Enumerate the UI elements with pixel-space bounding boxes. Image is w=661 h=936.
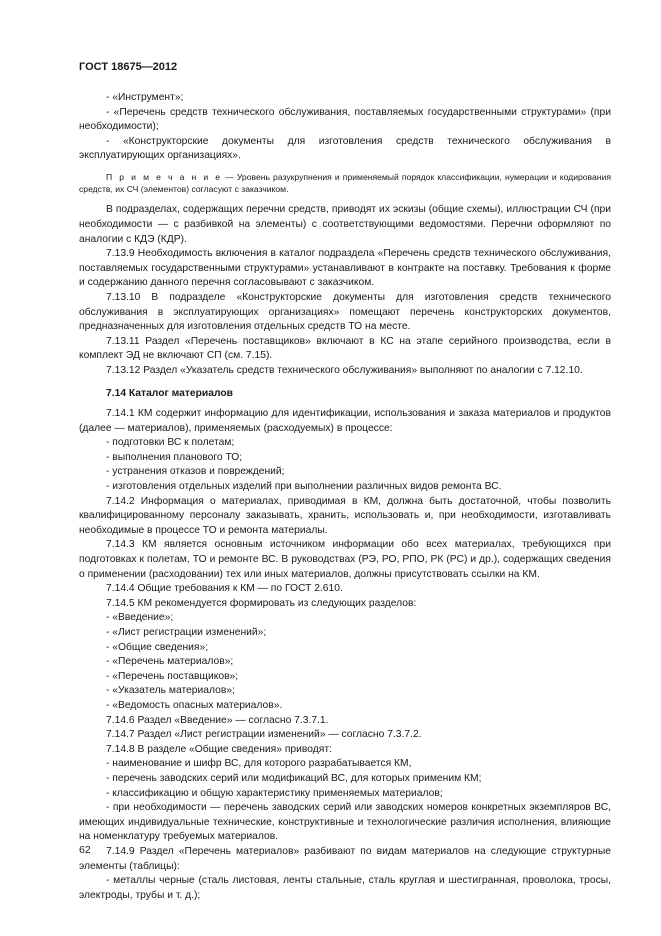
paragraph-7-14-7: 7.14.7 Раздел «Лист регистрации изменений» — согласно 7.3.7.2.	[106, 729, 422, 741]
paragraph-7-14-3: 7.14.3 КМ является основным источником информации обо всех материалах, требующихся при подготовках к полетам, ТО и ремонте ВС. В руководствах (РЭ, РО, РПО, РК (РС) и др.), содержащих сведения о применении (расходовании) тех или иных материалов, должны присутствовать ссылки на КМ.	[79, 539, 611, 580]
note-text: — Уровень разукрупнения и применяемый порядок классификации, нумерации и кодирования средств, их СЧ (элементов) согласуют с заказчиком.	[79, 171, 612, 195]
paragraph-7-14-2: 7.14.2 Информация о материалах, приводимая в КМ, должна быть достаточной, чтобы позволить квалифицированному персоналу заказывать, хранить, использовать и, при необходимости, изготавливать необходимые в процессе ТО и ремонта материалы.	[79, 495, 611, 536]
list-item: - «Указатель материалов»;	[106, 685, 235, 697]
list-item: - устранения отказов и повреждений;	[106, 466, 285, 478]
note-label: П р и м е ч а н и е	[106, 171, 223, 182]
list-item: - металлы черные (сталь листовая, ленты стальные, сталь круглая и шестигранная, проволока, тросы, электроды, трубы и т. д.);	[79, 875, 611, 901]
list-item: - «Ведомость опасных материалов».	[106, 699, 283, 711]
list-item: - при необходимости — перечень заводских серий или заводских номеров конкретных экземпляров ВС, имеющих индивидуальные технические, конструктивные и технологические различия исполнения, влияющие на номенклатуру требуемых материалов.	[79, 802, 611, 843]
list-item: - перечень заводских серий или модификаций ВС, для которых применим КМ;	[106, 772, 482, 784]
paragraph-7-14-6: 7.14.6 Раздел «Введение» — согласно 7.3.7.1.	[106, 714, 329, 726]
list-item: - наименование и шифр ВС, для которого разрабатывается КМ,	[106, 758, 412, 770]
list-item: - «Общие сведения»;	[106, 641, 209, 653]
list-item: - выполнения планового ТО;	[106, 451, 243, 463]
document-body	[79, 91, 611, 903]
paragraph-7-13-10: 7.13.10 В подразделе «Конструкторские документы для изготовления средств технического обслуживания в эксплуатирующих организациях» помещают перечень конструкторских документов, предназначенных для изготовления отдельных средств ТО на месте.	[79, 291, 611, 333]
list-item: - «Инструмент»;	[106, 92, 184, 103]
note	[79, 171, 611, 195]
list-item: - классификацию и общую характеристику применяемых материалов;	[106, 787, 443, 799]
paragraph-7-14-5: 7.14.5 КМ рекомендуется формировать из следующих разделов:	[106, 597, 417, 609]
paragraph-7-13-9: 7.13.9 Необходимость включения в каталог подраздела «Перечень средств технического обслуживания, поставляемых государственными структурами» устанавливают в контракте на поставку. Требования к форме и содержанию данного перечня согласовывают с заказчиком.	[79, 248, 611, 289]
list-item: - «Конструкторские документы для изготовления средств технического обслуживания в эксплуатирующих организациях».	[79, 135, 611, 162]
paragraph-7-14-4: 7.14.4 Общие требования к КМ — по ГОСТ 2.610.	[106, 583, 343, 595]
section-title: 7.14 Каталог материалов	[106, 387, 234, 399]
list-item: - «Перечень средств технического обслуживания, поставляемых государственными структурами» (при необходимости);	[79, 106, 611, 133]
list-item: - «Перечень материалов»;	[106, 656, 234, 668]
paragraph-7-14-9: 7.14.9 Раздел «Перечень материалов» разбивают по видам материалов на следующие структурные элементы (таблицы):	[79, 845, 611, 872]
document-header: ГОСТ 18675—2012	[79, 61, 178, 73]
list-item: - «Лист регистрации изменений»;	[106, 627, 267, 638]
paragraph-7-13-11: 7.13.11 Раздел «Перечень поставщиков» включают в КС на этапе серийного производства, если в комплект ЭД не включают СП (см. 7.15).	[79, 335, 611, 362]
list-item: - «Введение»;	[106, 612, 174, 624]
page-number: 62	[79, 844, 91, 856]
list-item: - изготовления отдельных изделий при выполнении различных видов ремонта ВС.	[106, 481, 502, 493]
paragraph-7-13-12: 7.13.12 Раздел «Указатель средств технического обслуживания» выполняют по аналогии с 7.12.10.	[106, 364, 583, 376]
paragraph-7-14-8: 7.14.8 В разделе «Общие сведения» приводят:	[106, 743, 332, 755]
list-item: - «Перечень поставщиков»;	[106, 670, 239, 682]
paragraph: В подразделах, содержащих перечни средств, приводят их эскизы (общие схемы), иллюстрации СЧ (при необходимости — с разбивкой на элементы) с соответствующими ведомостями. Перечни оформляют по аналогии с КДЭ (КДР).	[79, 204, 611, 245]
paragraph-7-14-1: 7.14.1 КМ содержит информацию для идентификации, использования и заказа материалов и продуктов (далее — материалов), применяемых (расходуемых) в процессе:	[79, 408, 611, 434]
list-item: - подготовки ВС к полетам;	[106, 437, 235, 449]
